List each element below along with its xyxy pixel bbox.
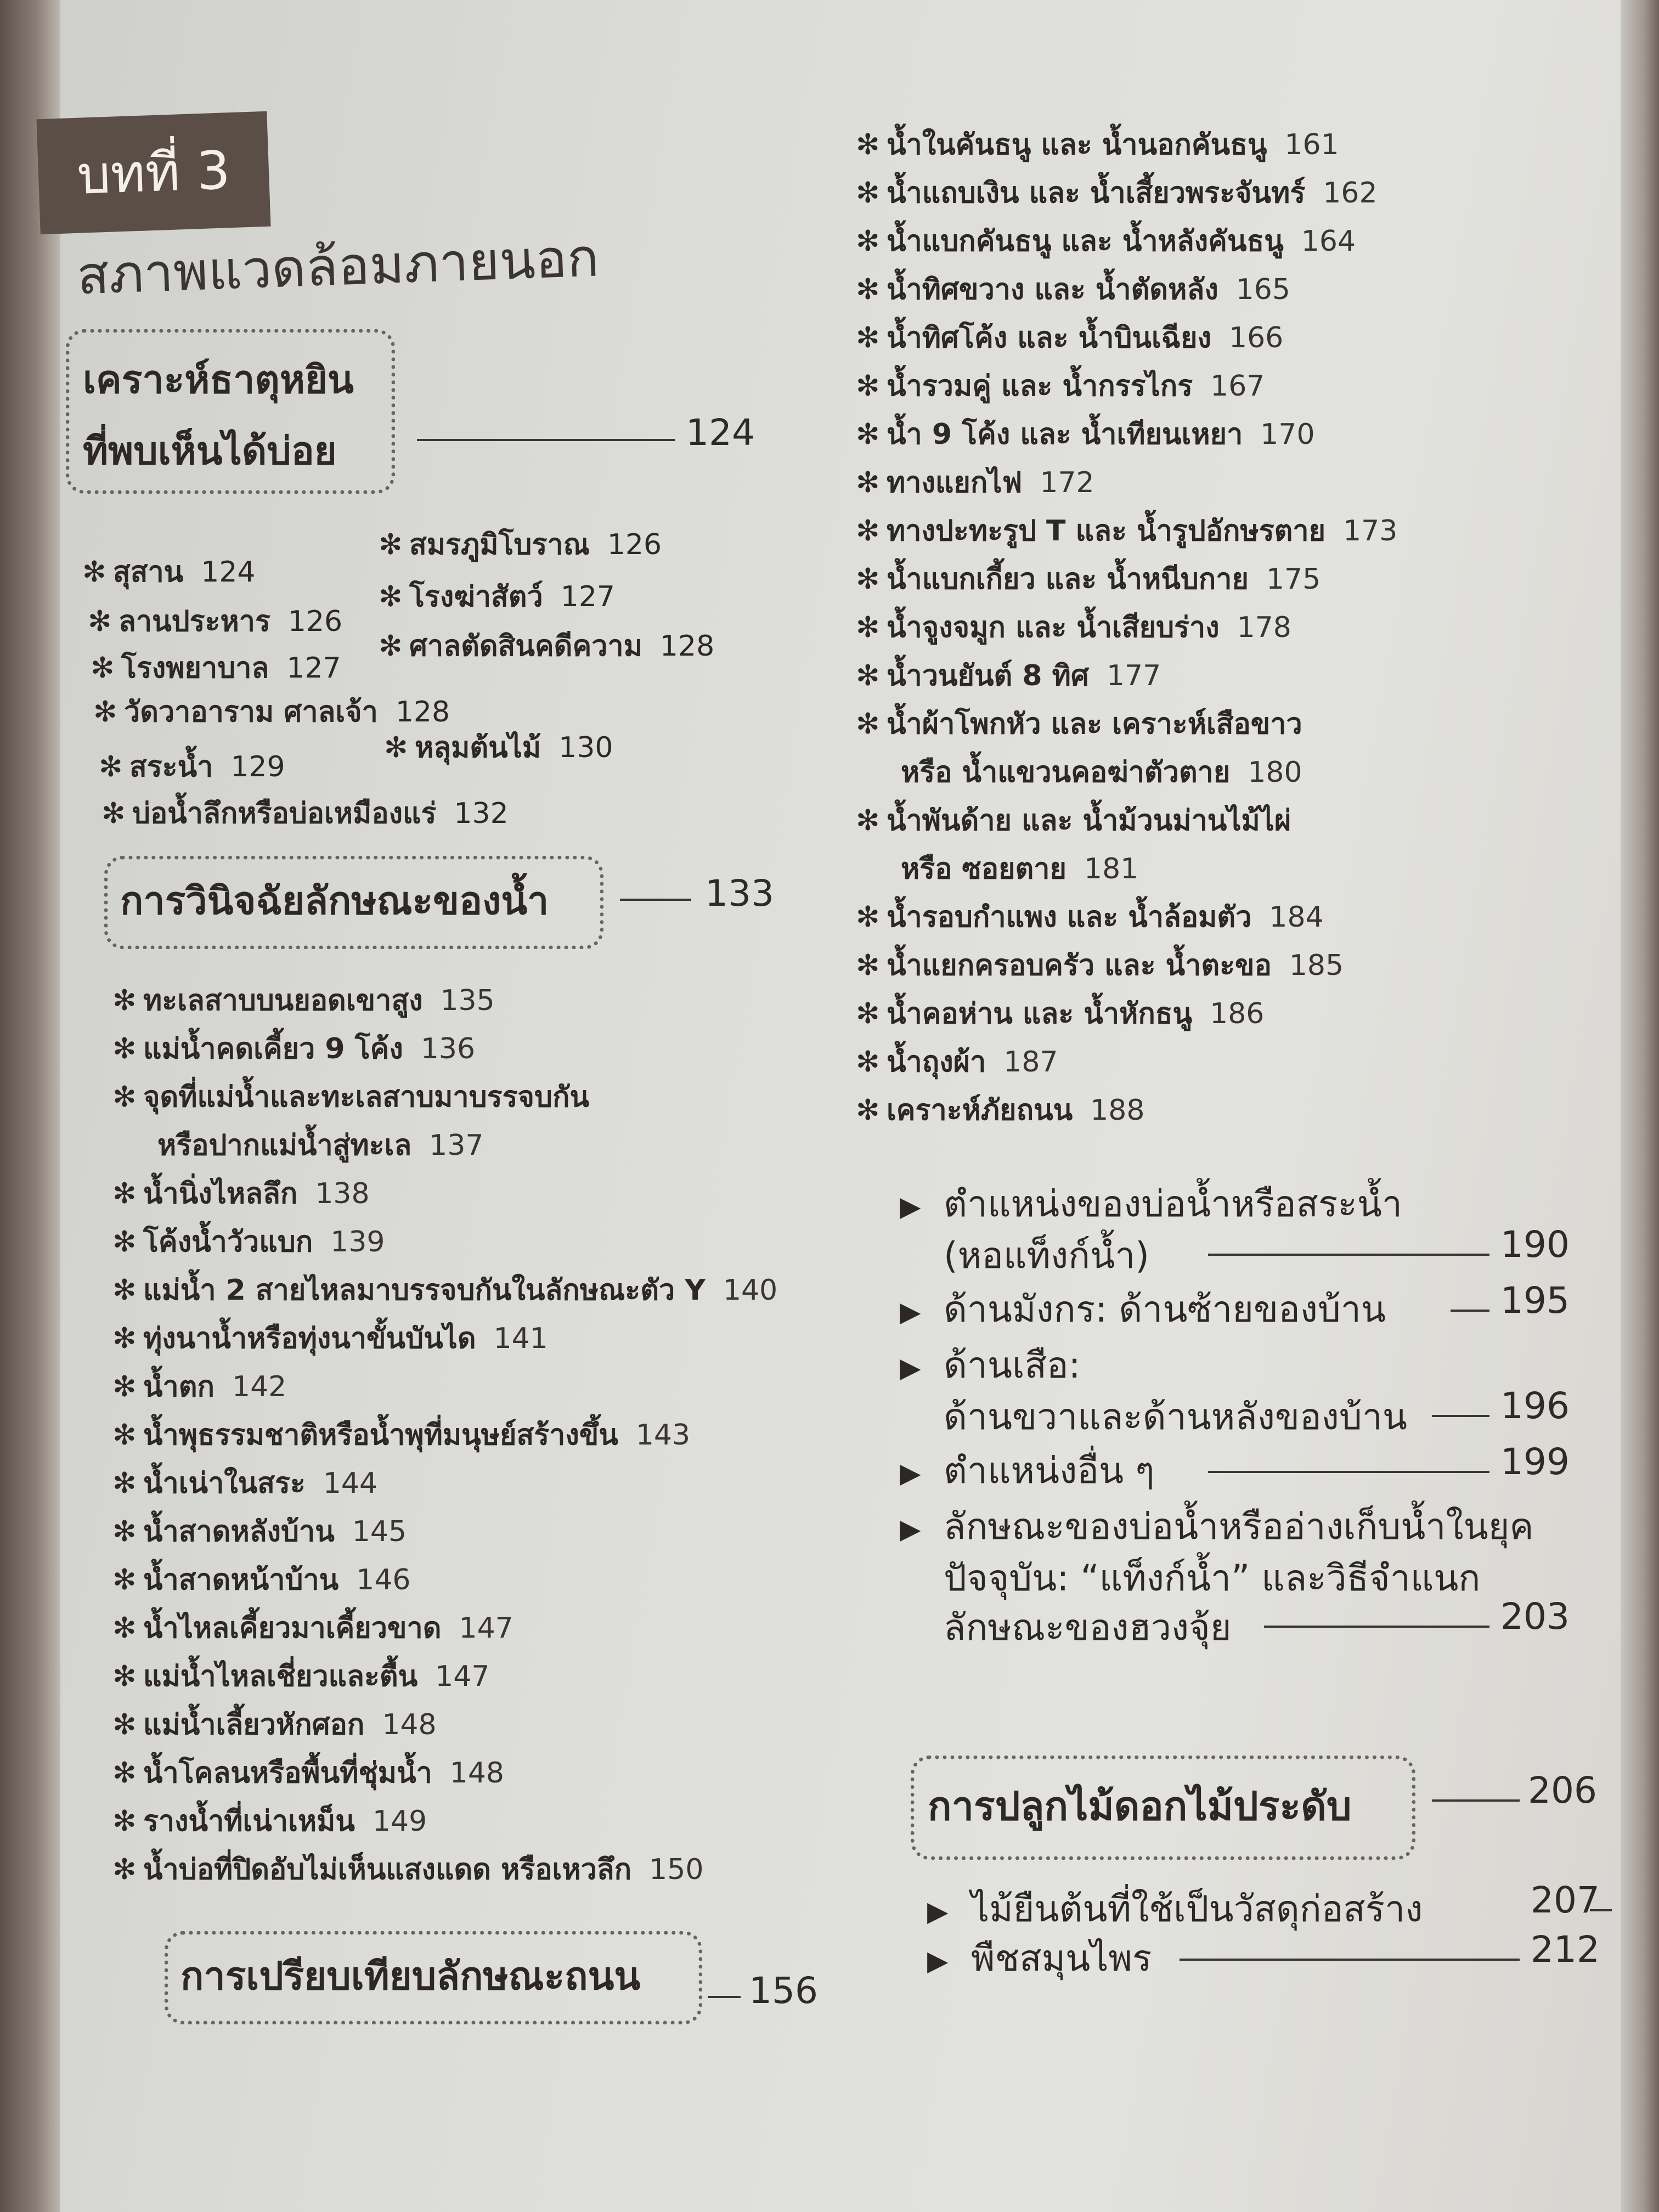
- toc-entry-title: น้ำนิ่งไหลลึก: [143, 1177, 298, 1210]
- toc-entry: [112, 1411, 777, 1459]
- bullet-icon: ✻: [856, 1094, 880, 1127]
- toc-topic-text: ไม้ยืนต้นที่ใช้เป็นวัสดุก่อสร้าง: [971, 1888, 1423, 1930]
- toc-entry: [856, 1038, 1397, 1086]
- toc-entry-title: วัดวาอาราม ศาลเจ้า: [124, 696, 378, 729]
- toc-entry: [112, 1556, 777, 1604]
- toc-entry-page: 141: [493, 1322, 548, 1355]
- toc-entry-page: 136: [420, 1032, 476, 1065]
- toc-entry-title: น้ำแยกครอบครัว และ น้ำตะขอ: [887, 949, 1272, 982]
- toc-entry: [856, 507, 1397, 555]
- toc-entry-page: 128: [659, 630, 715, 663]
- arrow-right-icon: ▶: [900, 1190, 921, 1222]
- bullet-icon: ✻: [384, 731, 408, 764]
- toc-entry-page: 132: [454, 797, 509, 830]
- toc-entry-page: 137: [429, 1129, 484, 1162]
- section-heading-2: [104, 856, 603, 949]
- toc-entry-title: สระน้ำ: [129, 751, 213, 783]
- toc-entry-title: น้ำบ่อที่ปิดอับไม่เห็นแสงแดด หรือเหวลึก: [143, 1853, 632, 1886]
- toc-topic-line: [900, 1180, 1402, 1231]
- toc-topic: [900, 1180, 1402, 1280]
- section-heading-1: [66, 329, 395, 494]
- toc-topic-text: ตำแหน่งของบ่อน้ำหรือสระน้ำ: [944, 1183, 1402, 1225]
- toc-entry-title: น้ำคอห่าน และ น้ำหักธนู: [887, 997, 1193, 1030]
- right-items: [856, 121, 1397, 1135]
- toc-entry: [856, 410, 1397, 459]
- toc-entry: [856, 941, 1397, 990]
- toc-entry-page: 184: [1269, 901, 1324, 934]
- toc-entry-title: สุสาน: [113, 556, 184, 589]
- toc-entry-title: น้ำแถบเงิน และ น้ำเสี้ยวพระจันทร์: [887, 177, 1306, 210]
- bullet-icon: ✻: [112, 1274, 137, 1307]
- leader-line: [708, 1996, 741, 1998]
- toc-entry-page: 144: [323, 1467, 378, 1500]
- toc-entry-page: 177: [1106, 659, 1161, 692]
- bullet-icon: ✻: [856, 370, 880, 403]
- toc-entry-title: ทางปะทะรูป T และ น้ำรูปอักษรตาย: [887, 515, 1326, 548]
- bullet-icon: ✻: [856, 128, 880, 161]
- toc-topic-line: [900, 1392, 1407, 1442]
- toc-entry-title: น้ำแบกคันธนู และ น้ำหลังคันธนู: [887, 225, 1284, 258]
- toc-entry: [112, 1604, 777, 1652]
- toc-entry: [112, 1797, 777, 1846]
- toc-entry: [856, 314, 1397, 362]
- toc-entry-page: 142: [232, 1370, 287, 1403]
- toc-entry-page: 148: [449, 1757, 504, 1790]
- bullet-icon: ✻: [112, 1370, 137, 1403]
- toc-entry-page: 147: [459, 1612, 514, 1645]
- leader-line: [417, 439, 675, 441]
- toc-topic-line: [927, 1937, 1152, 1983]
- toc-entry-title: แม่น้ำคดเคี้ยว 9 โค้ง: [143, 1032, 403, 1065]
- bullet-icon: ✻: [112, 984, 137, 1017]
- toc-entry-page: 172: [1040, 466, 1094, 499]
- toc-entry-page: 143: [635, 1419, 691, 1452]
- bullet-icon: ✻: [856, 177, 880, 210]
- toc-topic-line: [900, 1502, 1534, 1554]
- section-heading-4: [911, 1756, 1415, 1860]
- toc-entry-page: 167: [1210, 370, 1265, 403]
- arrow-right-icon: ▶: [900, 1351, 921, 1384]
- bullet-icon: ✻: [101, 797, 126, 830]
- toc-entry-title: น้ำรวมคู่ และ น้ำกรรไกร: [887, 370, 1193, 403]
- bullet-icon: ✻: [112, 1032, 137, 1065]
- toc-entry-page: 181: [1084, 853, 1139, 885]
- toc-topic-page: 196: [1500, 1385, 1570, 1427]
- toc-entry-title: น้ำพันด้าย และ น้ำม้วนม่านไม้ไผ่: [887, 804, 1291, 837]
- bullet-icon: ✻: [856, 466, 880, 499]
- toc-entry: [82, 549, 256, 594]
- toc-entry-title: ทุ่งนาน้ำหรือทุ่งนาขั้นบันได: [143, 1322, 476, 1355]
- bullet-icon: ✻: [856, 321, 880, 354]
- toc-entry: [856, 1086, 1397, 1135]
- toc-entry: [112, 1314, 777, 1363]
- toc-entry-title: น้ำสาดหน้าบ้าน: [143, 1564, 339, 1596]
- bullet-icon: ✻: [112, 1467, 137, 1500]
- bullet-icon: ✻: [112, 1853, 137, 1886]
- toc-entry-title-cont: หรือปากแม่น้ำสู่ทะเล: [157, 1129, 412, 1162]
- toc-topic-page: 195: [1500, 1279, 1570, 1322]
- page-edge: [1621, 0, 1659, 2212]
- bullet-icon: ✻: [379, 630, 403, 663]
- toc-entry-title: น้ำผ้าโพกหัว และ เคราะห์เสือขาว: [887, 708, 1302, 741]
- toc-entry: [856, 652, 1397, 700]
- arrow-right-icon: ▶: [900, 1513, 921, 1545]
- toc-entry-title: เคราะห์ภัยถนน: [887, 1094, 1073, 1127]
- bullet-icon: ✻: [856, 1046, 880, 1079]
- toc-entry-title: น้ำทิศขวาง และ น้ำตัดหลัง: [887, 273, 1218, 306]
- toc-topic-text: ด้านเสือ:: [944, 1344, 1081, 1386]
- toc-entry-title: แม่น้ำไหลเชี่ยวและตื้น: [143, 1660, 418, 1693]
- toc-topic-line: [900, 1446, 1155, 1498]
- leader-line: [620, 899, 691, 901]
- toc-topic: [927, 1887, 1423, 1933]
- bullet-icon: ✻: [856, 659, 880, 692]
- toc-topic-page: 207: [1531, 1879, 1600, 1921]
- toc-entry-title: โรงพยาบาล: [121, 652, 269, 685]
- bullet-icon: ✻: [82, 556, 106, 589]
- toc-entry-title: น้ำทิศโค้ง และ น้ำบินเฉียง: [887, 321, 1212, 354]
- toc-entry-title: บ่อน้ำลึกหรือบ่อเหมืองแร่: [132, 797, 437, 830]
- toc-entry-title: ลานประหาร: [119, 605, 270, 638]
- toc-entry: [112, 1363, 777, 1411]
- toc-entry-title: โค้งน้ำวัวแบก: [143, 1226, 313, 1259]
- bullet-icon: ✻: [88, 605, 112, 638]
- toc-entry-page: 165: [1235, 273, 1290, 306]
- toc-entry: [856, 266, 1397, 314]
- toc-entry-title: สมรภูมิโบราณ: [409, 528, 590, 561]
- toc-topic-line: [900, 1285, 1386, 1336]
- bullet-icon: ✻: [379, 580, 403, 613]
- toc-entry-page: 180: [1248, 756, 1302, 789]
- bullet-icon: ✻: [856, 418, 880, 451]
- chapter-label: บทที่ 3: [36, 111, 270, 235]
- bullet-icon: ✻: [112, 1322, 137, 1355]
- toc-entry: [856, 169, 1397, 217]
- toc-entry-title: น้ำพุธรรมชาติหรือน้ำพุที่มนุษย์สร้างขึ้น: [143, 1419, 618, 1452]
- toc-entry-title: หลุมต้นไม้: [415, 731, 541, 764]
- toc-entry-title: น้ำแบกเกี้ยว และ น้ำหนีบกาย: [887, 563, 1249, 596]
- bullet-icon: ✻: [856, 515, 880, 548]
- toc-entry-page: 188: [1090, 1094, 1145, 1127]
- bullet-icon: ✻: [112, 1081, 137, 1114]
- toc-entry-title-cont: หรือ ซอยตาย: [901, 853, 1066, 885]
- toc-topic-page: 199: [1500, 1441, 1570, 1483]
- toc-entry-continuation: [856, 748, 1397, 797]
- toc-topic: [900, 1285, 1386, 1336]
- toc-entry: [112, 1701, 777, 1749]
- toc-topic-text: ลักษณะของฮวงจุ้ย: [944, 1606, 1232, 1649]
- toc-entry: [384, 724, 613, 770]
- toc-entry-title: ทะเลสาบบนยอดเขาสูง: [143, 984, 423, 1017]
- toc-entry-page: 148: [382, 1708, 437, 1741]
- toc-entry-title: น้ำวนยันต์ 8 ทิศ: [887, 659, 1089, 692]
- toc-topic: [927, 1937, 1152, 1983]
- toc-entry-page: 164: [1301, 225, 1356, 258]
- toc-entry-page: 127: [560, 580, 616, 613]
- toc-entry: [101, 790, 509, 836]
- toc-entry-page: 187: [1003, 1046, 1058, 1079]
- toc-entry-page: 166: [1229, 321, 1284, 354]
- toc-entry-page: 170: [1260, 418, 1315, 451]
- toc-topic-item: [900, 1180, 1402, 1280]
- section-heading-1-line1: เคราะห์ธาตุหยิน: [83, 357, 354, 402]
- leader-line: [1432, 1415, 1489, 1417]
- toc-topic-page: 203: [1500, 1595, 1570, 1638]
- bullet-icon: ✻: [112, 1708, 137, 1741]
- arrow-right-icon: ▶: [927, 1895, 949, 1927]
- toc-entry: [99, 743, 285, 789]
- bullet-icon: ✻: [112, 1226, 137, 1259]
- toc-entry-title: น้ำรอบกำแพง และ น้ำล้อมตัว: [887, 901, 1252, 934]
- toc-entry: [856, 121, 1397, 169]
- toc-entry: [379, 521, 662, 567]
- toc-topic: [900, 1341, 1407, 1442]
- bullet-icon: ✻: [112, 1515, 137, 1548]
- toc-entry-title: ทางแยกไฟ: [887, 466, 1023, 499]
- toc-topic: [900, 1502, 1534, 1652]
- toc-topic-text: ปัจจุบัน: “แท็งก์น้ำ” และวิธีจำแนก: [944, 1556, 1481, 1599]
- bullet-icon: ✻: [112, 1419, 137, 1452]
- toc-entry-page: 162: [1323, 177, 1378, 210]
- toc-topic-line: [900, 1341, 1407, 1392]
- bullet-icon: ✻: [112, 1805, 137, 1838]
- toc-entry-page: 185: [1289, 949, 1344, 982]
- toc-entry: [112, 1846, 777, 1894]
- toc-topic-item: [900, 1285, 1386, 1336]
- section-2-items: [112, 977, 777, 1894]
- toc-entry: [856, 362, 1397, 410]
- leader-line: [1180, 1959, 1520, 1961]
- toc-entry-page: 186: [1210, 997, 1265, 1030]
- section-heading-3-title: การเปรียบเทียบลักษณะถนน: [180, 1954, 641, 1999]
- bullet-icon: ✻: [112, 1177, 137, 1210]
- arrow-right-icon: ▶: [900, 1295, 921, 1328]
- toc-entry: [856, 603, 1397, 652]
- toc-entry: [856, 893, 1397, 941]
- toc-topic-text: (หอแท็งก์น้ำ): [944, 1234, 1150, 1277]
- toc-entry-page: 140: [723, 1274, 778, 1307]
- toc-entry-title: น้ำไหลเคี้ยวมาเคี้ยวขาด: [143, 1612, 442, 1645]
- toc-entry-title: น้ำสาดหลังบ้าน: [143, 1515, 335, 1548]
- section-heading-2-title: การวินิจฉัยลักษณะของน้ำ: [120, 878, 549, 923]
- toc-entry-page: 129: [230, 751, 285, 783]
- toc-entry-page: 126: [287, 605, 343, 638]
- toc-entry-title: น้ำตก: [143, 1370, 215, 1403]
- bullet-icon: ✻: [99, 751, 123, 783]
- toc-entry-title: ศาลตัดสินคดีความ: [409, 630, 642, 663]
- toc-entry: [112, 1170, 777, 1218]
- bullet-icon: ✻: [856, 611, 880, 644]
- toc-entry-page: 126: [607, 528, 662, 561]
- toc-entry-continuation: [856, 845, 1397, 893]
- toc-entry-title: น้ำเน่าในสระ: [143, 1467, 306, 1500]
- chapter-title: สภาพแวดล้อมภายนอก: [76, 227, 600, 307]
- toc-entry-page: 145: [352, 1515, 407, 1548]
- bullet-icon: ✻: [856, 563, 880, 596]
- leader-line: [1264, 1626, 1489, 1628]
- toc-entry-page: 146: [356, 1564, 411, 1596]
- toc-topic-item: [900, 1502, 1534, 1652]
- toc-entry-page: 149: [372, 1805, 427, 1838]
- toc-entry: [856, 459, 1397, 507]
- toc-topic-item: [900, 1446, 1155, 1498]
- toc-entry-title: แม่น้ำเลี้ยวหักศอก: [143, 1708, 365, 1741]
- leader-line: [1208, 1254, 1489, 1256]
- toc-entry: [112, 1218, 777, 1266]
- toc-topic-text: พืชสมุนไพร: [971, 1937, 1152, 1979]
- bullet-icon: ✻: [112, 1757, 137, 1790]
- toc-entry-title: น้ำ 9 โค้ง และ น้ำเทียนเหยา: [887, 418, 1243, 451]
- toc-topic-page: 190: [1500, 1223, 1570, 1266]
- toc-entry-title: น้ำจูงจมูก และ น้ำเสียบร่าง: [887, 611, 1220, 644]
- toc-entry-title-cont: หรือ น้ำแขวนคอฆ่าตัวตาย: [901, 756, 1231, 789]
- bullet-icon: ✻: [112, 1660, 137, 1693]
- bullet-icon: ✻: [856, 997, 880, 1030]
- bullet-icon: ✻: [379, 528, 403, 561]
- toc-entry-page: 161: [1284, 128, 1339, 161]
- section-heading-3: [165, 1931, 702, 2024]
- toc-entry-title: โรงฆ่าสัตว์: [409, 580, 543, 613]
- toc-topic-line: [927, 1887, 1423, 1933]
- bullet-icon: ✻: [112, 1564, 137, 1596]
- toc-entry-title: รางน้ำที่เน่าเหม็น: [143, 1805, 355, 1838]
- toc-entry-title: น้ำในคันธนู และ น้ำนอกคันธนู: [887, 128, 1267, 161]
- toc-topic-text: ตำแหน่งอื่น ๆ: [944, 1449, 1155, 1492]
- toc-entry-page: 127: [286, 652, 341, 685]
- toc-entry: [112, 1459, 777, 1508]
- toc-entry: [112, 1266, 777, 1314]
- bullet-icon: ✻: [856, 901, 880, 934]
- toc-entry-page: 178: [1237, 611, 1291, 644]
- toc-entry-title: จุดที่แม่น้ำและทะเลสาบมาบรรจบกัน: [143, 1081, 590, 1114]
- bullet-icon: ✻: [91, 652, 115, 685]
- bullet-icon: ✻: [112, 1612, 137, 1645]
- toc-entry: [379, 623, 714, 668]
- toc-topic-item: [900, 1341, 1407, 1442]
- section-2-page: 133: [705, 872, 774, 915]
- book-spine: [0, 0, 60, 2212]
- section-heading-4-title: การปลูกไม้ดอกไม้ประดับ: [928, 1783, 1352, 1829]
- bullet-icon: ✻: [856, 949, 880, 982]
- toc-topic: [900, 1446, 1155, 1498]
- toc-entry-title: น้ำโคลนหรือพื้นที่ชุ่มน้ำ: [143, 1757, 432, 1790]
- arrow-right-icon: ▶: [900, 1457, 921, 1489]
- toc-entry: [856, 217, 1397, 266]
- toc-entry: [112, 1652, 777, 1701]
- leader-line: [1208, 1471, 1489, 1473]
- toc-entry: [91, 645, 341, 690]
- toc-entry: [112, 1749, 777, 1797]
- bullet-icon: ✻: [856, 708, 880, 741]
- toc-entry-continuation: [112, 1121, 777, 1170]
- bullet-icon: ✻: [856, 804, 880, 837]
- bullet-icon: ✻: [856, 273, 880, 306]
- toc-topic-text: ลักษณะของบ่อน้ำหรืออ่างเก็บน้ำในยุค: [944, 1505, 1534, 1548]
- toc-entry-title: แม่น้ำ 2 สายไหลมาบรรจบกันในลักษณะตัว Y: [143, 1274, 706, 1307]
- section-3-page: 156: [749, 1970, 818, 2012]
- toc-entry: [856, 990, 1397, 1038]
- toc-entry: [379, 573, 615, 619]
- toc-entry: [112, 1025, 777, 1073]
- leader-line: [1451, 1310, 1489, 1312]
- toc-entry: [112, 1508, 777, 1556]
- toc-topic-item: [927, 1887, 1423, 1933]
- toc-entry-page: 139: [330, 1226, 385, 1259]
- toc-entry: [856, 797, 1397, 893]
- section-heading-1-line2: ที่พบเห็นได้บ่อย: [83, 428, 337, 473]
- toc-entry-page: 128: [395, 696, 450, 729]
- arrow-right-icon: ▶: [927, 1944, 949, 1977]
- leader-line: [1432, 1799, 1520, 1802]
- section-1-page: 124: [686, 411, 755, 454]
- toc-entry-page: 135: [440, 984, 495, 1017]
- toc-topic-item: [927, 1937, 1152, 1983]
- toc-entry-page: 130: [558, 731, 613, 764]
- section-4-page: 206: [1528, 1769, 1597, 1812]
- toc-entry-page: 150: [649, 1853, 704, 1886]
- toc-entry: [856, 700, 1397, 797]
- toc-entry: [856, 555, 1397, 603]
- toc-topic-page: 212: [1531, 1928, 1600, 1971]
- toc-entry: [112, 977, 777, 1025]
- toc-topic-text: ด้านขวาและด้านหลังของบ้าน: [944, 1395, 1407, 1438]
- toc-entry: [88, 598, 342, 644]
- toc-entry-page: 173: [1343, 515, 1398, 548]
- toc-entry-page: 175: [1266, 563, 1321, 596]
- toc-entry-page: 124: [201, 556, 256, 589]
- toc-entry-page: 147: [435, 1660, 490, 1693]
- toc-topic-text: ด้านมังกร: ด้านซ้ายของบ้าน: [944, 1288, 1386, 1330]
- toc-topic-line: [900, 1554, 1534, 1603]
- toc-entry-page: 138: [315, 1177, 370, 1210]
- toc-entry: [112, 1073, 777, 1170]
- bullet-icon: ✻: [93, 696, 117, 729]
- bullet-icon: ✻: [856, 225, 880, 258]
- toc-entry-title: น้ำถุงผ้า: [887, 1046, 986, 1079]
